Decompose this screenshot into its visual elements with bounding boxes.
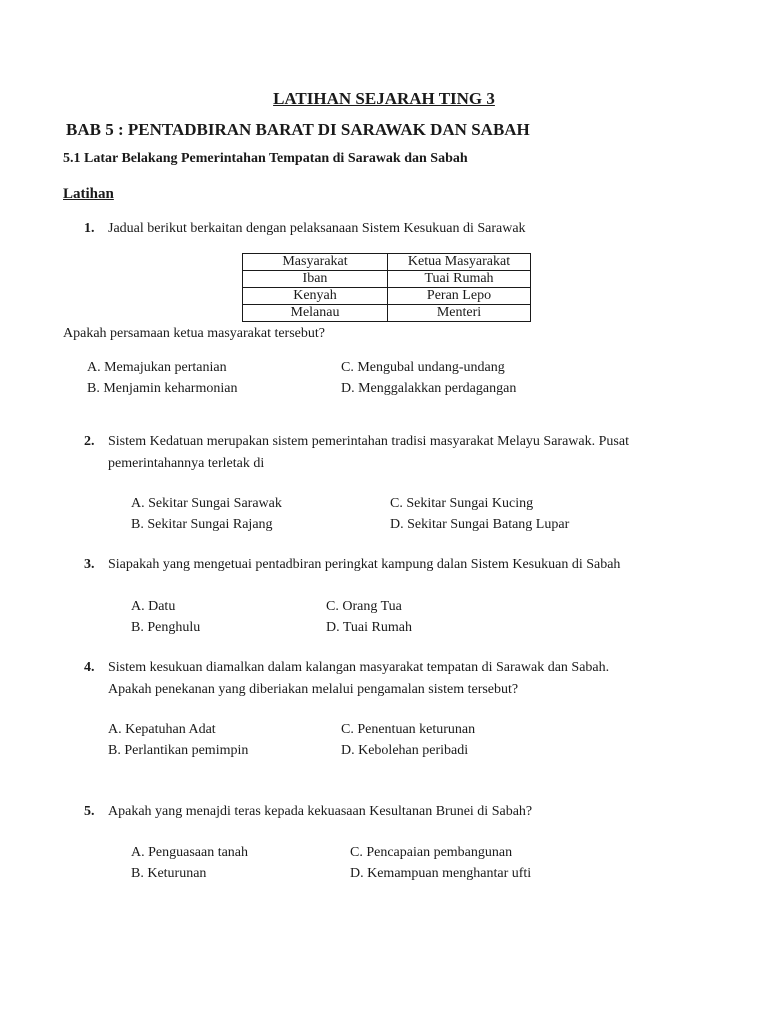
q4-option-a: A. Kepatuhan Adat [108,722,216,737]
table-row [243,271,531,288]
q2-option-b: B. Sekitar Sungai Rajang [131,517,273,532]
q5-option-c: C. Pencapaian pembangunan [350,845,513,860]
q3-option-c: C. Orang Tua [326,599,402,614]
question-1-text: Jadual berikut berkaitan dengan pelaksanaan Sistem Kesukuan di Sarawak [108,221,526,236]
table-cell: Melanau [243,305,388,322]
question-4-line-2: Apakah penekanan yang diberiakan melalui pengamalan sistem tersebut? [108,682,519,697]
q4-option-d: D. Kebolehan peribadi [341,743,469,758]
question-1-prompt: Apakah persamaan ketua masyarakat tersebut? [63,326,325,341]
table-header-cell: Ketua Masyarakat [388,254,531,271]
q2-option-a: A. Sekitar Sungai Sarawak [131,496,282,511]
question-4-line-1: Sistem kesukuan diamalkan dalam kalangan masyarakat tempatan di Sarawak dan Sabah. [108,660,610,675]
q1-option-c: C. Mengubal undang-undang [341,360,505,375]
q4-option-b: B. Perlantikan pemimpin [108,743,249,758]
question-1-number: 1. [84,221,95,236]
table-row [243,305,531,322]
q3-option-d: D. Tuai Rumah [326,620,412,635]
q1-option-a: A. Memajukan pertanian [87,360,227,375]
question-3-text: Siapakah yang mengetuai pentadbiran peringkat kampung dalan Sistem Kesukuan di Sabah [108,557,621,572]
table-cell: Tuai Rumah [388,271,531,288]
worksheet-title: LATIHAN SEJARAH TING 3 [273,89,495,108]
q1-option-d: D. Menggalakkan perdagangan [341,381,517,396]
table-header-row [243,254,531,271]
leader-table [242,253,531,322]
q5-option-a: A. Penguasaan tanah [131,845,249,860]
question-2-number: 2. [84,434,95,449]
q2-option-c: C. Sekitar Sungai Kucing [390,496,534,511]
q1-option-b: B. Menjamin keharmonian [87,381,238,396]
question-5-number: 5. [84,804,95,819]
chapter-heading: BAB 5 : PENTADBIRAN BARAT DI SARAWAK DAN SABAH [66,120,530,139]
question-2-line-2: pemerintahannya terletak di [108,456,265,471]
q2-option-d: D. Sekitar Sungai Batang Lupar [390,517,570,532]
question-4-number: 4. [84,660,95,675]
q3-option-b: B. Penghulu [131,620,201,635]
section-heading: Latihan [63,186,114,202]
q5-option-d: D. Kemampuan menghantar ufti [350,866,532,881]
table-cell: Peran Lepo [388,288,531,305]
question-2-line-1: Sistem Kedatuan merupakan sistem pemerintahan tradisi masyarakat Melayu Sarawak. Pusat [108,434,629,449]
q4-option-c: C. Penentuan keturunan [341,722,476,737]
q3-option-a: A. Datu [131,599,176,614]
table-cell: Kenyah [243,288,388,305]
table-cell: Menteri [388,305,531,322]
table-header-cell: Masyarakat [243,254,388,271]
q5-option-b: B. Keturunan [131,866,207,881]
table-row [243,288,531,305]
question-5-text: Apakah yang menajdi teras kepada kekuasaan Kesultanan Brunei di Sabah? [108,804,533,819]
question-3-number: 3. [84,557,95,572]
subtopic-heading: 5.1 Latar Belakang Pemerintahan Tempatan di Sarawak dan Sabah [63,151,468,166]
table-cell: Iban [243,271,388,288]
